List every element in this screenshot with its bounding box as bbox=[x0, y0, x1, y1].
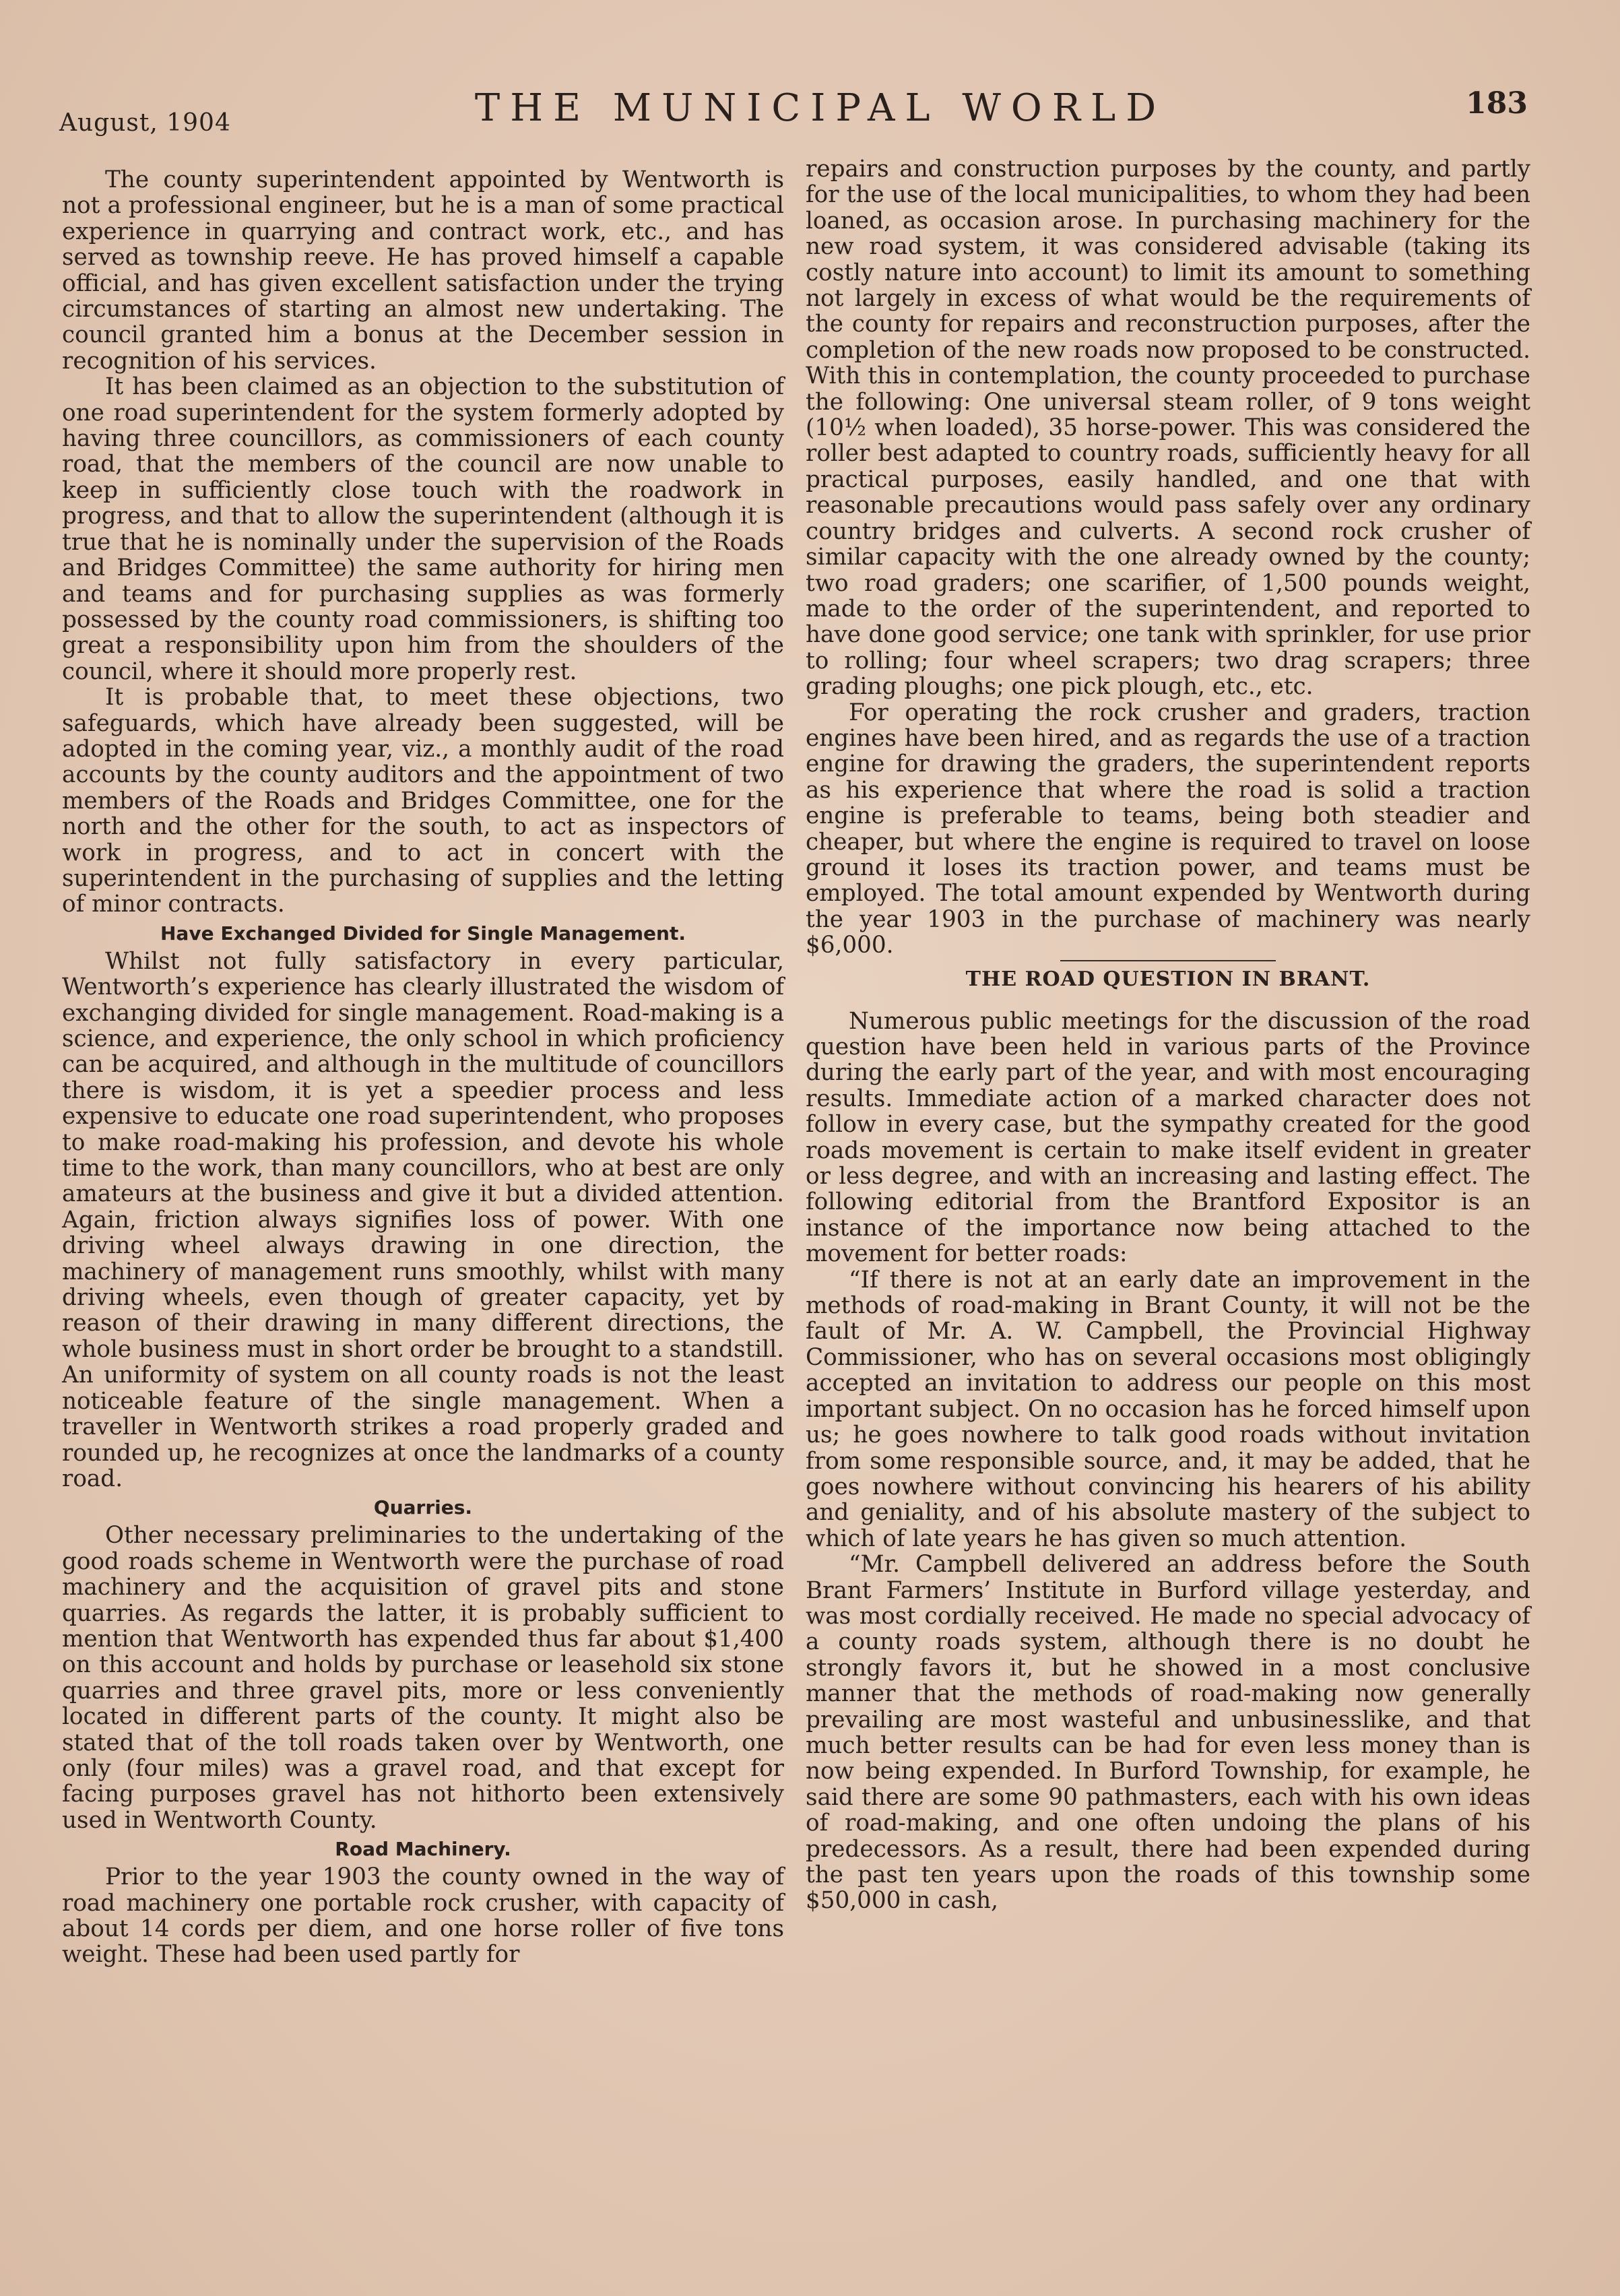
issue-date: August, 1904 bbox=[59, 109, 231, 137]
quoted-paragraph: “If there is not at an early date an improvement in the methods of road-making in Brant County, it will not be the fault of Mr. A. W. Campbell, the Provincial Highway Commissioner, who has on several occasions most obligingly accepted an invitation to address our people on this most important subject. On no occasion has he forced himself upon us; he goes nowhere to talk good roads without invitation from some responsible source, and, it may be added, that he goes nowhere without convincing his hearers of his ability and geniality, and of his absolute mastery of the subject to which of late years he has given so much attention. bbox=[806, 1266, 1530, 1552]
page-header bbox=[59, 86, 1528, 140]
paragraph: The county superintendent appointed by Wentworth is not a professional engineer, but he is a man of some practical experience in quarrying and contract work, etc., and has served as township reeve. He has proved himself a capable official, and has given excellent satisfaction under the trying circumstances of starting an almost new undertaking. The council granted him a bonus at the December session in recognition of his services. bbox=[62, 166, 784, 375]
section-heading: Quarries. bbox=[373, 1496, 473, 1519]
paragraph: It is probable that, to meet these objections, two safeguards, which have already been suggested, will be adopted in the coming year, viz., a monthly audit of the road accounts by the county auditors and the appointment of two members of the Roads and Bridges Committee, one for the north and the other for the south, to act as inspectors of work in progress, and to act in concert with the superintendent in the purchasing of supplies and the letting of minor contracts. bbox=[62, 684, 784, 918]
paragraph: It has been claimed as an objection to the substitution of one road superintendent for the system formerly adopted by having three councillors, as commissioners of each county road, that the members of the council are now unable to keep in sufficiently close touch with the roadwork in progress, and that to allow the superintendent (although it is true that he is nominally under the supervision of the Roads and Bridges Committee) the same authority for hiring men and teams and for purchasing supplies as was formerly possessed by the county road commissioners, is shifting too great a responsibility upon him from the shoulders of the council, where it should more properly rest. bbox=[62, 373, 784, 685]
publication-title: THE MUNICIPAL WORLD bbox=[474, 86, 1167, 130]
paragraph: Prior to the year 1903 the county owned in the way of road machinery one portable rock crusher, with capacity of about 14 cords per diem, and one horse roller of five tons weight. These had been used partly for bbox=[62, 1863, 784, 1969]
quoted-paragraph: “Mr. Campbell delivered an address before the South Brant Farmers’ Institute in Burford village yesterday, and was most cordially received. He made no special advocacy of a county roads system, although there is no doubt he strongly favors it, but he showed in a most conclusive manner that the methods of road-making now generally prevailing are most wasteful and unbusinesslike, and that much better results can be had for even less money than is now being expended. In Burford Township, for example, he said there are some 90 pathmasters, each with his own ideas of road-making, and one often undoing the plans of his predecessors. As a result, there had been expended during the past ten years upon the roads of this township some $50,000 in cash, bbox=[806, 1551, 1530, 1915]
right-column bbox=[806, 156, 1530, 1914]
section-heading: Road Machinery. bbox=[335, 1838, 511, 1861]
divider-rule bbox=[1060, 960, 1276, 961]
paragraph: Other necessary preliminaries to the undertaking of the good roads scheme in Wentworth were the purchase of road machinery and the acquisition of gravel pits and stone quarries. As regards the latter, it is probably sufficient to mention that Wentworth has expended thus far about $1,400 on this account and holds by purchase or leasehold six stone quarries and three gravel pits, more or less conveniently located in different parts of the county. It might also be stated that of the toll roads taken over by Wentworth, one only (four miles) was a gravel road, and that except for facing purposes gravel has not hithorto been extensively used in Wentworth County. bbox=[62, 1522, 784, 1834]
paragraph: repairs and construction purposes by the county, and partly for the use of the local municipalities, to whom they had been loaned, as occasion arose. In purchasing machinery for the new road system, it was considered advisable (taking its costly nature into account) to limit its amount to something not largely in excess of what would be the requirements of the county for repairs and reconstruction purposes, after the completion of the new roads now proposed to be constructed. With this in contemplation, the county proceeded to purchase the following: One universal steam roller, of 9 tons weight (10½ when loaded), 35 horse-power. This was considered the roller best adapted to country roads, sufficiently heavy for all practical purposes, easily handled, and one that with reasonable precautions would pass safely over any ordinary country bridges and culverts. A second rock crusher of similar capacity with the one already owned by the county; two road graders; one scarifier, of 1,500 pounds weight, made to the order of the superintendent, and reported to have done good service; one tank with sprinkler, for use prior to rolling; four wheel scrapers; two drag scrapers; three grading ploughs; one pick plough, etc., etc. bbox=[806, 156, 1530, 701]
paragraph: For operating the rock crusher and graders, traction engines have been hired, and as regards the use of a traction engine for drawing the graders, the superintendent reports as his experience that where the road is solid a traction engine is preferable to teams, being both steadier and cheaper, but where the engine is required to travel on loose ground it loses its traction power, and teams must be employed. The total amount expended by Wentworth during the year 1903 in the purchase of machinery was nearly $6,000. bbox=[806, 699, 1530, 959]
article-title: THE ROAD QUESTION IN BRANT. bbox=[965, 967, 1371, 991]
left-column bbox=[62, 167, 784, 1968]
paragraph: Whilst not fully satisfactory in every particular, Wentworth’s experience has clearly illustrated the wisdom of exchanging divided for single management. Road-making is a science, and experience, the only school in which proficiency can be acquired, and although in the multitude of councillors there is wisdom, it is yet a speedier process and less expensive to educate one road superintendent, who proposes to make road-making his profession, and devote his whole time to the work, than many councillors, who at best are only amateurs at the business and give it but a divided attention. Again, friction always signifies loss of power. With one driving wheel always drawing in one direction, the machinery of management runs smoothly, whilst with many driving wheels, even though of greater capacity, yet by reason of their drawing in many different directions, the whole business must in short order be brought to a standstill. An uniformity of system on all county roads is not the least noticeable feature of the single management. When a traveller in Wentworth strikes a road properly graded and rounded up, he recognizes at once the landmarks of a county road. bbox=[62, 947, 784, 1492]
paragraph: Numerous public meetings for the discussion of the road question have been held in various parts of the Province during the early part of the year, and with most encouraging results. Immediate action of a marked character does not follow in every case, but the sympathy created for the good roads movement is certain to make itself evident in greater or less degree, and with an increasing and lasting effect. The following editorial from the Brantford Expositor is an instance of the importance now being attached to the movement for better roads: bbox=[806, 1007, 1530, 1268]
section-heading: Have Exchanged Divided for Single Management. bbox=[160, 922, 686, 945]
page-number: 183 bbox=[1466, 86, 1528, 121]
